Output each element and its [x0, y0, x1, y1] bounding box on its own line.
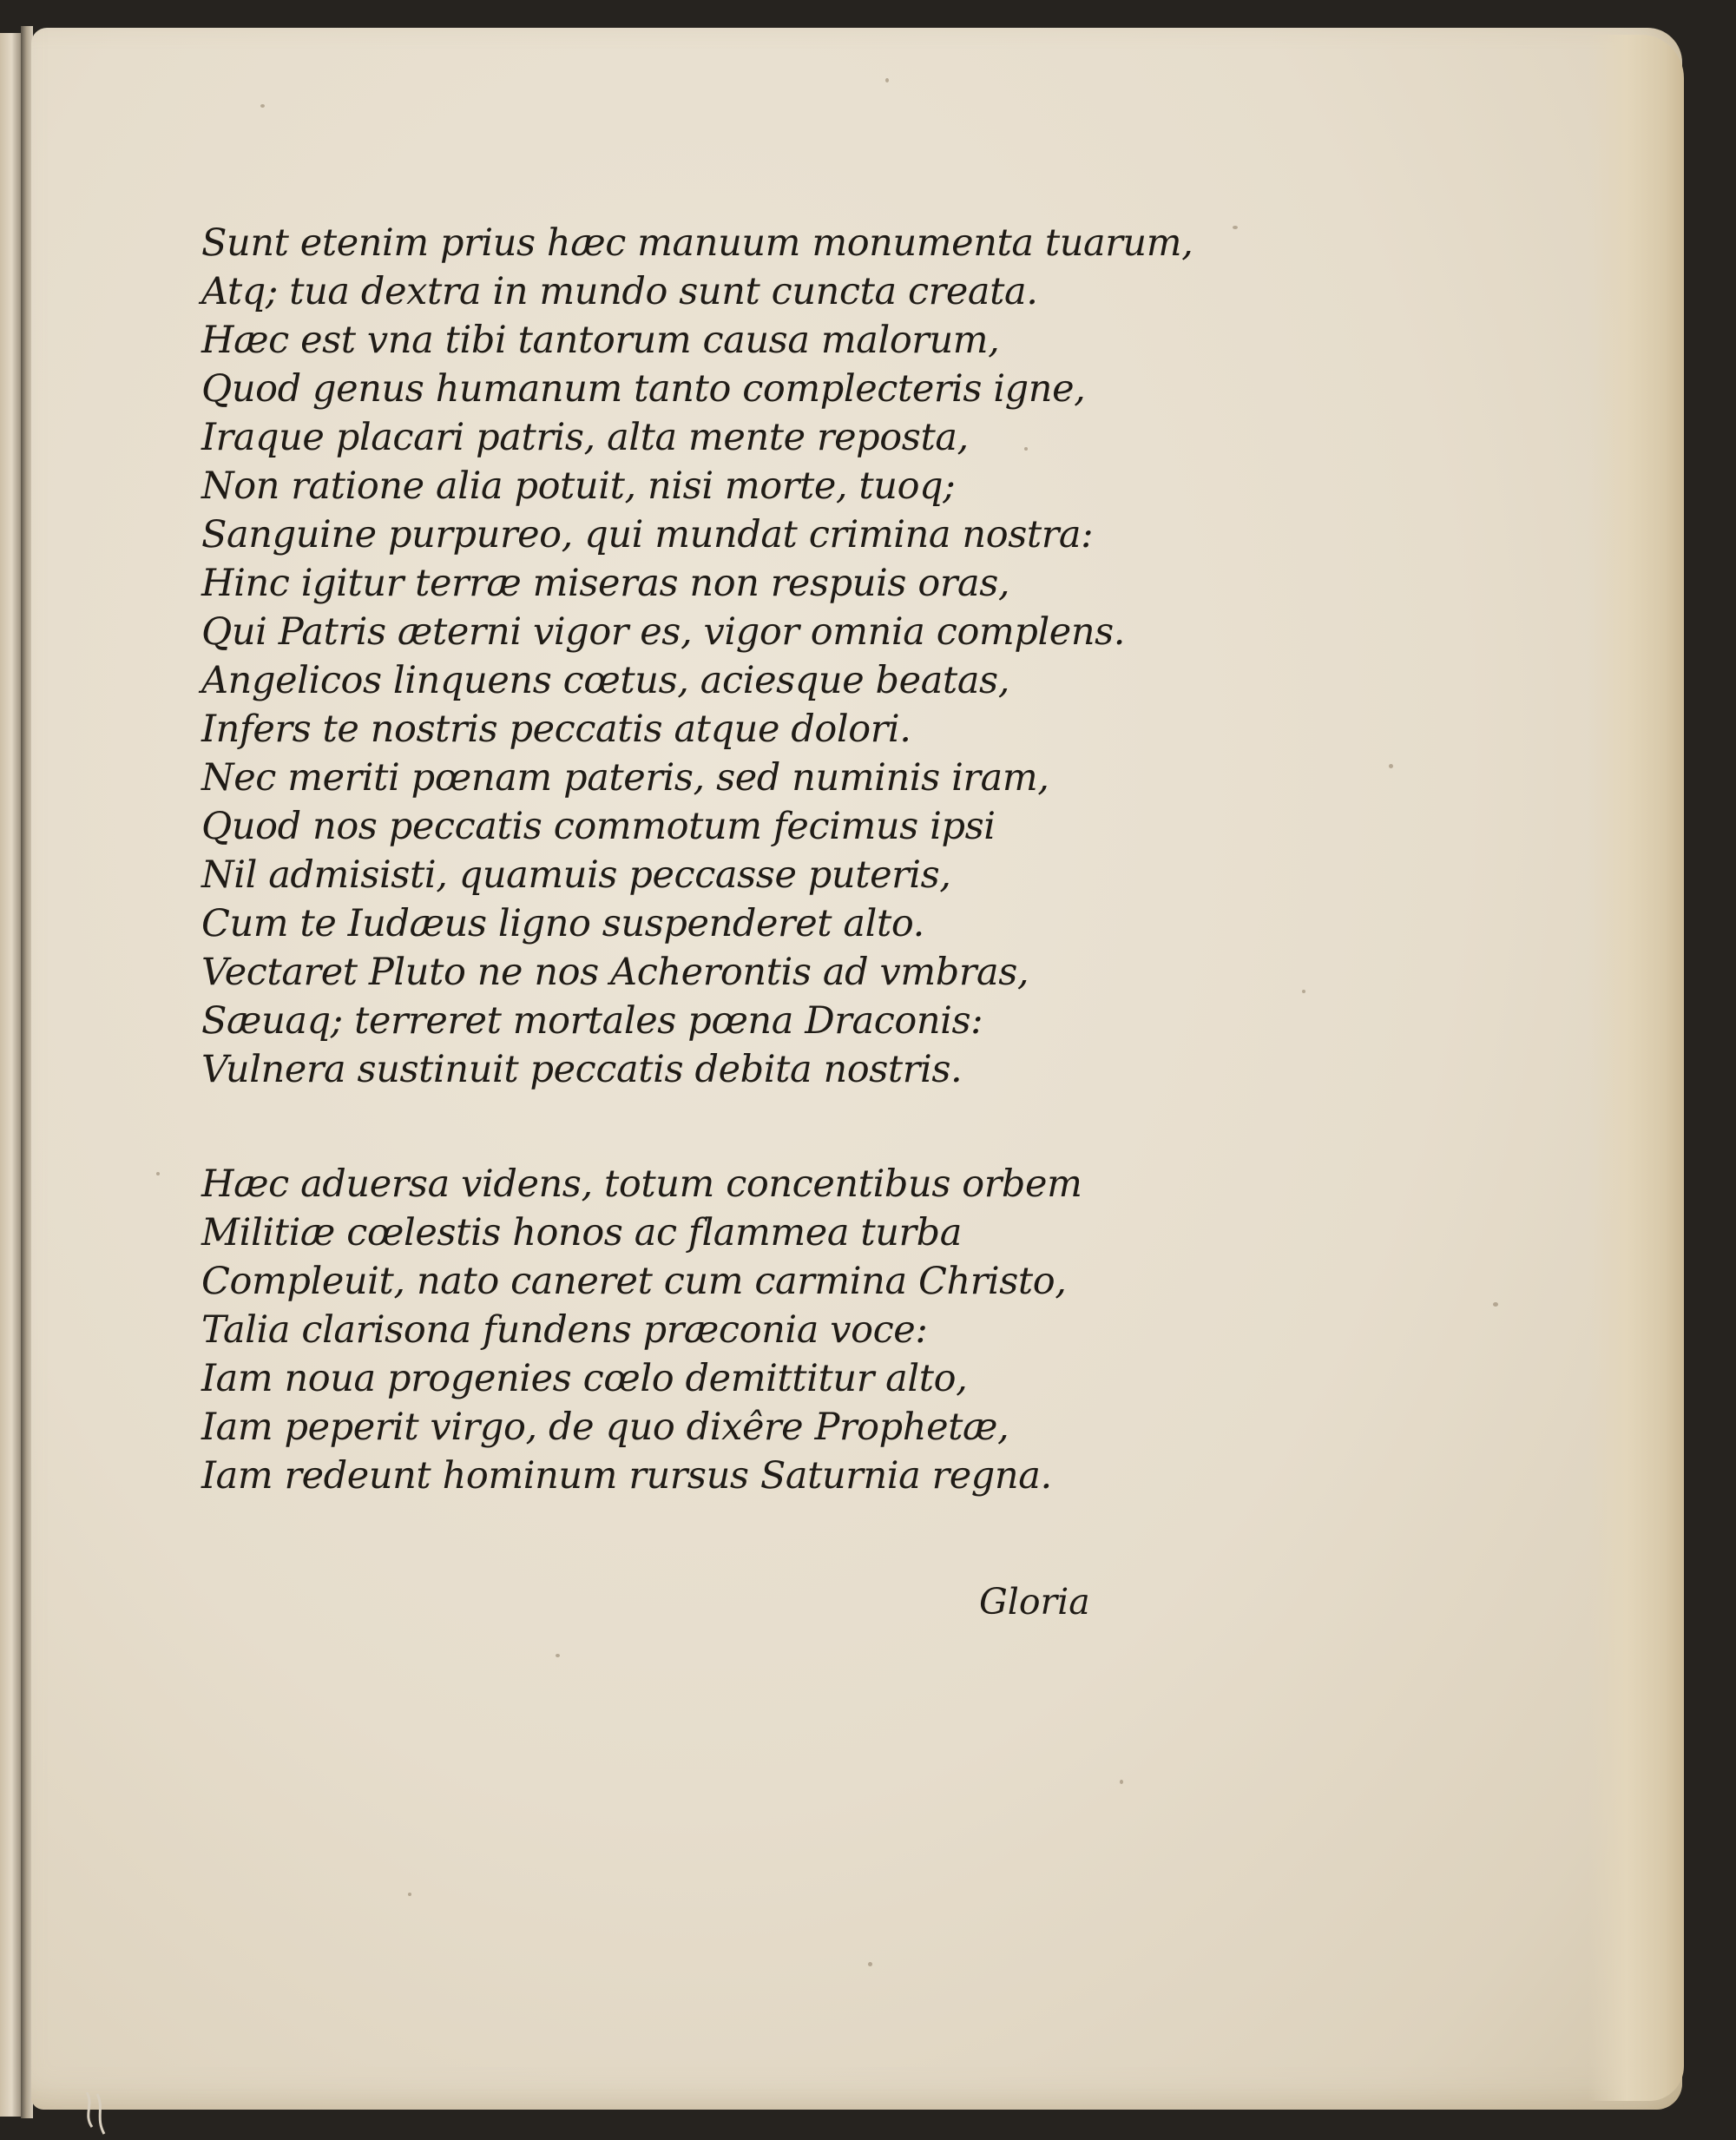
verse-line: Non ratione alia potuit, nisi morte, tuoq; [201, 464, 956, 508]
paper-speck [1024, 447, 1028, 451]
verse-line: Infers te nostris peccatis atque dolori. [201, 708, 911, 751]
paper-speck [885, 78, 889, 82]
verse-line: Vectaret Pluto ne nos Acherontis ad vmbras, [201, 951, 1029, 994]
paper-speck [1233, 226, 1238, 229]
verse-line: Hæc aduersa videns, totum concentibus orbem [201, 1162, 1082, 1206]
verse-line: Angelicos linquens cœtus, aciesque beatas, [201, 659, 1009, 702]
verse-line: Militiæ cœlestis honos ac flammea turba [201, 1211, 963, 1254]
verse-line: Iam peperit virgo, de quo dixêre Prophetæ, [201, 1406, 1009, 1449]
verse-line: Iraque placari patris, alta mente reposta, [201, 416, 969, 459]
verse-line: Talia clarisona fundens præconia voce: [201, 1308, 928, 1352]
verse-line: Sunt etenim prius hæc manuum monumenta tuarum, [201, 221, 1194, 265]
catchword: Gloria [979, 1581, 1090, 1623]
paper-speck [556, 1654, 560, 1657]
paper-speck [156, 1172, 160, 1175]
facing-page-edge [0, 33, 23, 2117]
verse-line: Vulnera sustinuit peccatis debita nostris. [201, 1048, 963, 1091]
binding-thread [78, 2092, 130, 2136]
paper-speck [1493, 1302, 1498, 1307]
verse-line: Atq; tua dextra in mundo sunt cuncta creata. [201, 270, 1038, 313]
verse-line: Quod genus humanum tanto complecteris igne, [201, 367, 1086, 411]
verse-line: Sæuaq; terreret mortales pœna Draconis: [201, 999, 983, 1043]
verse-line: Nec meriti pœnam pateris, sed numinis iram, [201, 756, 1049, 800]
verse-line: Iam noua progenies cœlo demittitur alto, [201, 1357, 968, 1400]
verse-line: Nil admisisti, quamuis peccasse puteris, [201, 853, 951, 897]
verse-line: Qui Patris æterni vigor es, vigor omnia complens. [201, 610, 1126, 654]
paper-speck [260, 104, 265, 108]
paper-speck [408, 1893, 411, 1896]
verse-line: Hinc igitur terræ miseras non respuis oras, [201, 562, 1010, 605]
verse-line: Hæc est vna tibi tantorum causa malorum, [201, 319, 1000, 362]
verse-line: Compleuit, nato caneret cum carmina Christo, [201, 1260, 1067, 1303]
paper-speck [1302, 990, 1305, 993]
verse-line: Cum te Iudæus ligno suspenderet alto. [201, 902, 924, 945]
verse-line: Quod nos peccatis commotum fecimus ipsi [201, 805, 996, 848]
paper-speck [1389, 764, 1393, 768]
paper-speck [1120, 1780, 1123, 1784]
verse-line: Sanguine purpureo, qui mundat crimina nostra: [201, 513, 1094, 556]
paper-speck [868, 1962, 872, 1966]
page-deckle-edge [1588, 35, 1684, 2101]
verse-line: Iam redeunt hominum rursus Saturnia regna. [201, 1454, 1052, 1498]
